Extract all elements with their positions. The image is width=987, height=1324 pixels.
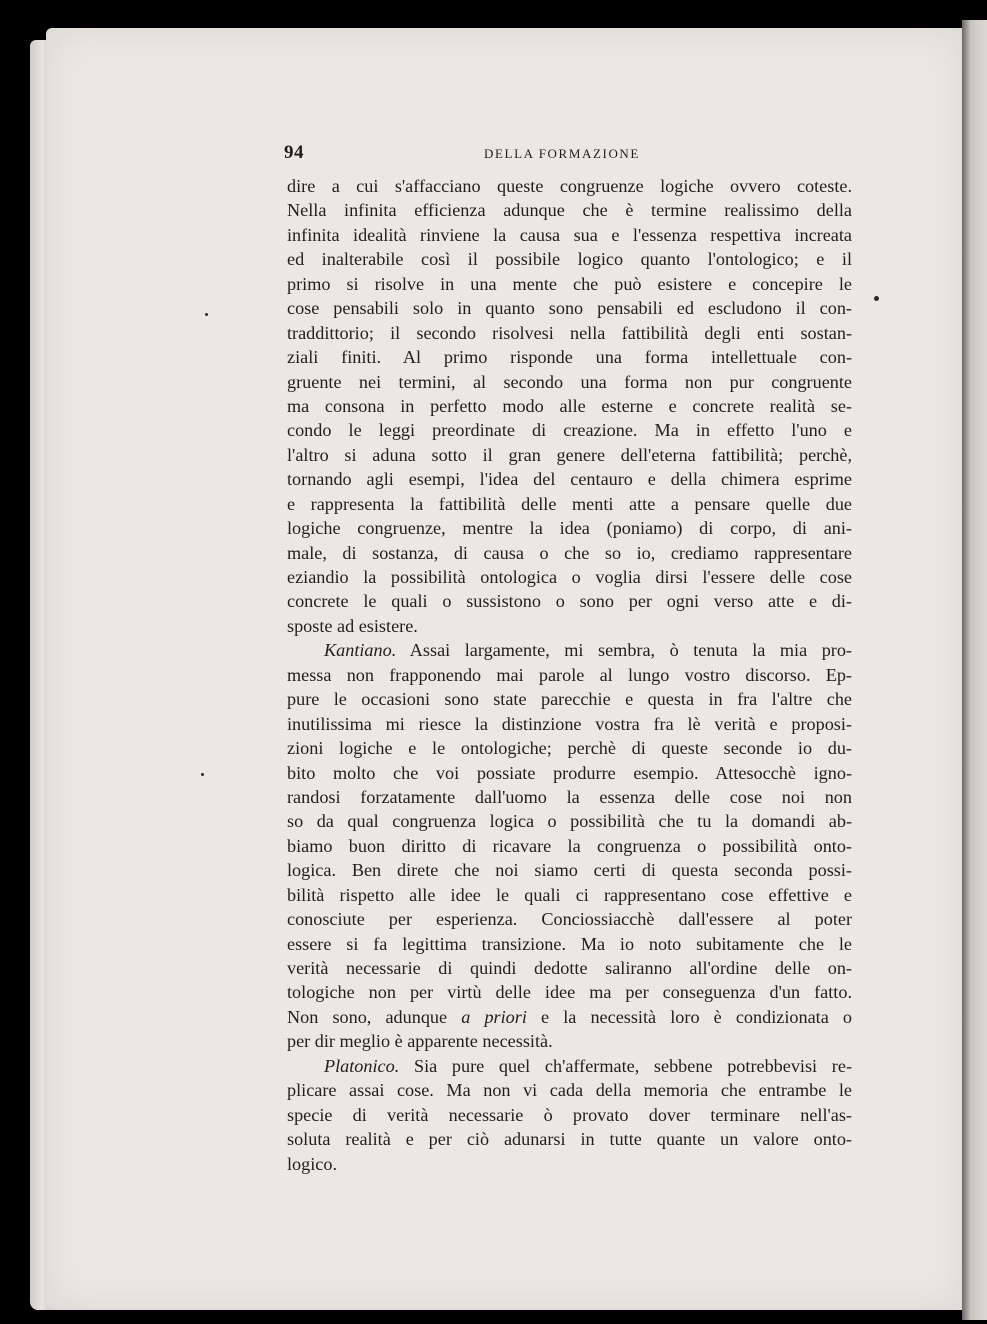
text-line: cose pensabili solo in quanto sono pensabili ed escludono il con- — [287, 298, 852, 319]
text-line: conosciute per esperienza. Conciossiacchè dall'essere al poter — [287, 909, 852, 930]
ink-speck — [201, 773, 204, 776]
text-line — [287, 1005, 852, 1029]
text-line: essere si fa legittima transizione. Ma io noto subitamente che le — [287, 933, 852, 954]
text-line: dire a cui s'affacciano queste congruenze logiche ovvero coteste. — [287, 176, 852, 196]
page-number: 94 — [284, 142, 304, 163]
speaker-name: Kantiano. — [324, 640, 397, 661]
ink-speck — [874, 296, 879, 301]
text-line: Nella infinita efficienza adunque che è termine realissimo della — [287, 200, 852, 221]
text-line: condo le leggi preordinate di creazione. Ma in effetto l'uno e — [287, 420, 852, 441]
page-header — [284, 142, 849, 166]
text-line: infinita idealità rinviene la causa sua e l'essenza respettiva increata — [287, 224, 852, 245]
text-line: ed inalterabile così il possibile logico quanto l'ontologico; e il — [287, 249, 852, 270]
text-line — [287, 1054, 852, 1078]
text-line: verità necessarie di quindi dedotte saliranno all'ordine delle on- — [287, 958, 852, 978]
text-line: ziali finiti. Al primo risponde una forma intellettuale con- — [287, 347, 852, 368]
italic-phrase: a priori — [461, 1006, 527, 1027]
text-line: messa non frapponendo mai parole al lungo vostro discorso. Ep- — [287, 664, 852, 685]
text-line: zioni logiche e le ontologiche; perchè di queste seconde io du- — [287, 738, 852, 759]
text-line: primo si risolve in una mente che può esistere e concepire le — [287, 273, 852, 294]
text-line: randosi forzatamente dall'uomo la essenza delle cose noi non — [287, 786, 852, 807]
text-line: gruente nei termini, al secondo una forma non pur congruente — [287, 371, 852, 392]
paragraph-1 — [287, 174, 852, 638]
text-line: specie di verità necessarie ò provato dover terminare nell'as- — [287, 1104, 852, 1125]
speaker-name: Platonico. — [324, 1055, 400, 1076]
text-line: l'altro si aduna sotto il gran genere dell'eterna fattibilità; perchè, — [287, 444, 852, 465]
paragraph-3 — [287, 1054, 852, 1176]
text-span: Assai largamente, mi sembra, ò tenuta la mia pro- — [409, 640, 852, 661]
text-line: concrete le quali o sussistono o sono per ogni verso atte e di- — [287, 591, 852, 612]
text-line: tologiche non per virtù delle idee ma per conseguenza d'un fatto. — [287, 982, 852, 1003]
text-line: logica. Ben direte che noi siamo certi di questa seconda possi- — [287, 860, 852, 881]
text-line: logiche congruenze, mentre la idea (poniamo) di corpo, di ani- — [287, 518, 852, 539]
running-head: DELLA FORMAZIONE — [484, 146, 640, 161]
text-span: Sia pure quel ch'affermate, sebbene potrebbevisi re- — [413, 1055, 852, 1076]
text-span: Non sono, adunque — [287, 1006, 448, 1027]
ink-speck — [205, 313, 208, 316]
text-line: soluta realità e per ciò adunarsi in tutte quante un valore onto- — [287, 1129, 852, 1150]
text-line — [287, 638, 852, 662]
text-line: eziandio la possibilità ontologica o voglia dirsi l'essere delle cose — [287, 567, 852, 587]
text-line: bilità rispetto alle idee le quali ci rappresentano cose effettive e — [287, 884, 852, 905]
text-line: logico. — [287, 1153, 338, 1174]
text-line: inutilissima mi riesce la distinzione vostra fra lè verità e proposi- — [287, 713, 852, 734]
text-span: e la necessità loro è condizionata o — [541, 1006, 852, 1027]
text-line: traddittorio; il secondo risolvesi nella fattibilità degli enti sostan- — [287, 322, 852, 343]
text-line: bito molto che voi possiate produrre esempio. Attesocchè igno- — [287, 762, 852, 783]
text-line: plicare assai cose. Ma non vi cada della memoria che entrambe le — [287, 1080, 852, 1101]
text-line: tornando agli esempi, l'idea del centauro e della chimera esprime — [287, 469, 852, 490]
body-text — [287, 174, 852, 1176]
text-line: pure le occasioni sono state parecchie e questa in fra l'altre che — [287, 689, 852, 710]
text-line: male, di sostanza, di causa o che so io, crediamo rappresentare — [287, 542, 852, 563]
text-line: per dir meglio è apparente necessità. — [287, 1031, 553, 1052]
text-line: sposte ad esistere. — [287, 615, 418, 636]
paragraph-2 — [287, 638, 852, 1053]
text-line: so da qual congruenza logica o possibilità che tu la domandi ab- — [287, 811, 852, 832]
text-line: biamo buon diritto di ricavare la congruenza o possibilità onto- — [287, 835, 852, 856]
text-line: ma consona in perfetto modo alle esterne e concrete realità se- — [287, 395, 852, 416]
text-line: e rappresenta la fattibilità delle menti atte a pensare quelle due — [287, 493, 852, 514]
facing-page-edge — [962, 20, 987, 1320]
